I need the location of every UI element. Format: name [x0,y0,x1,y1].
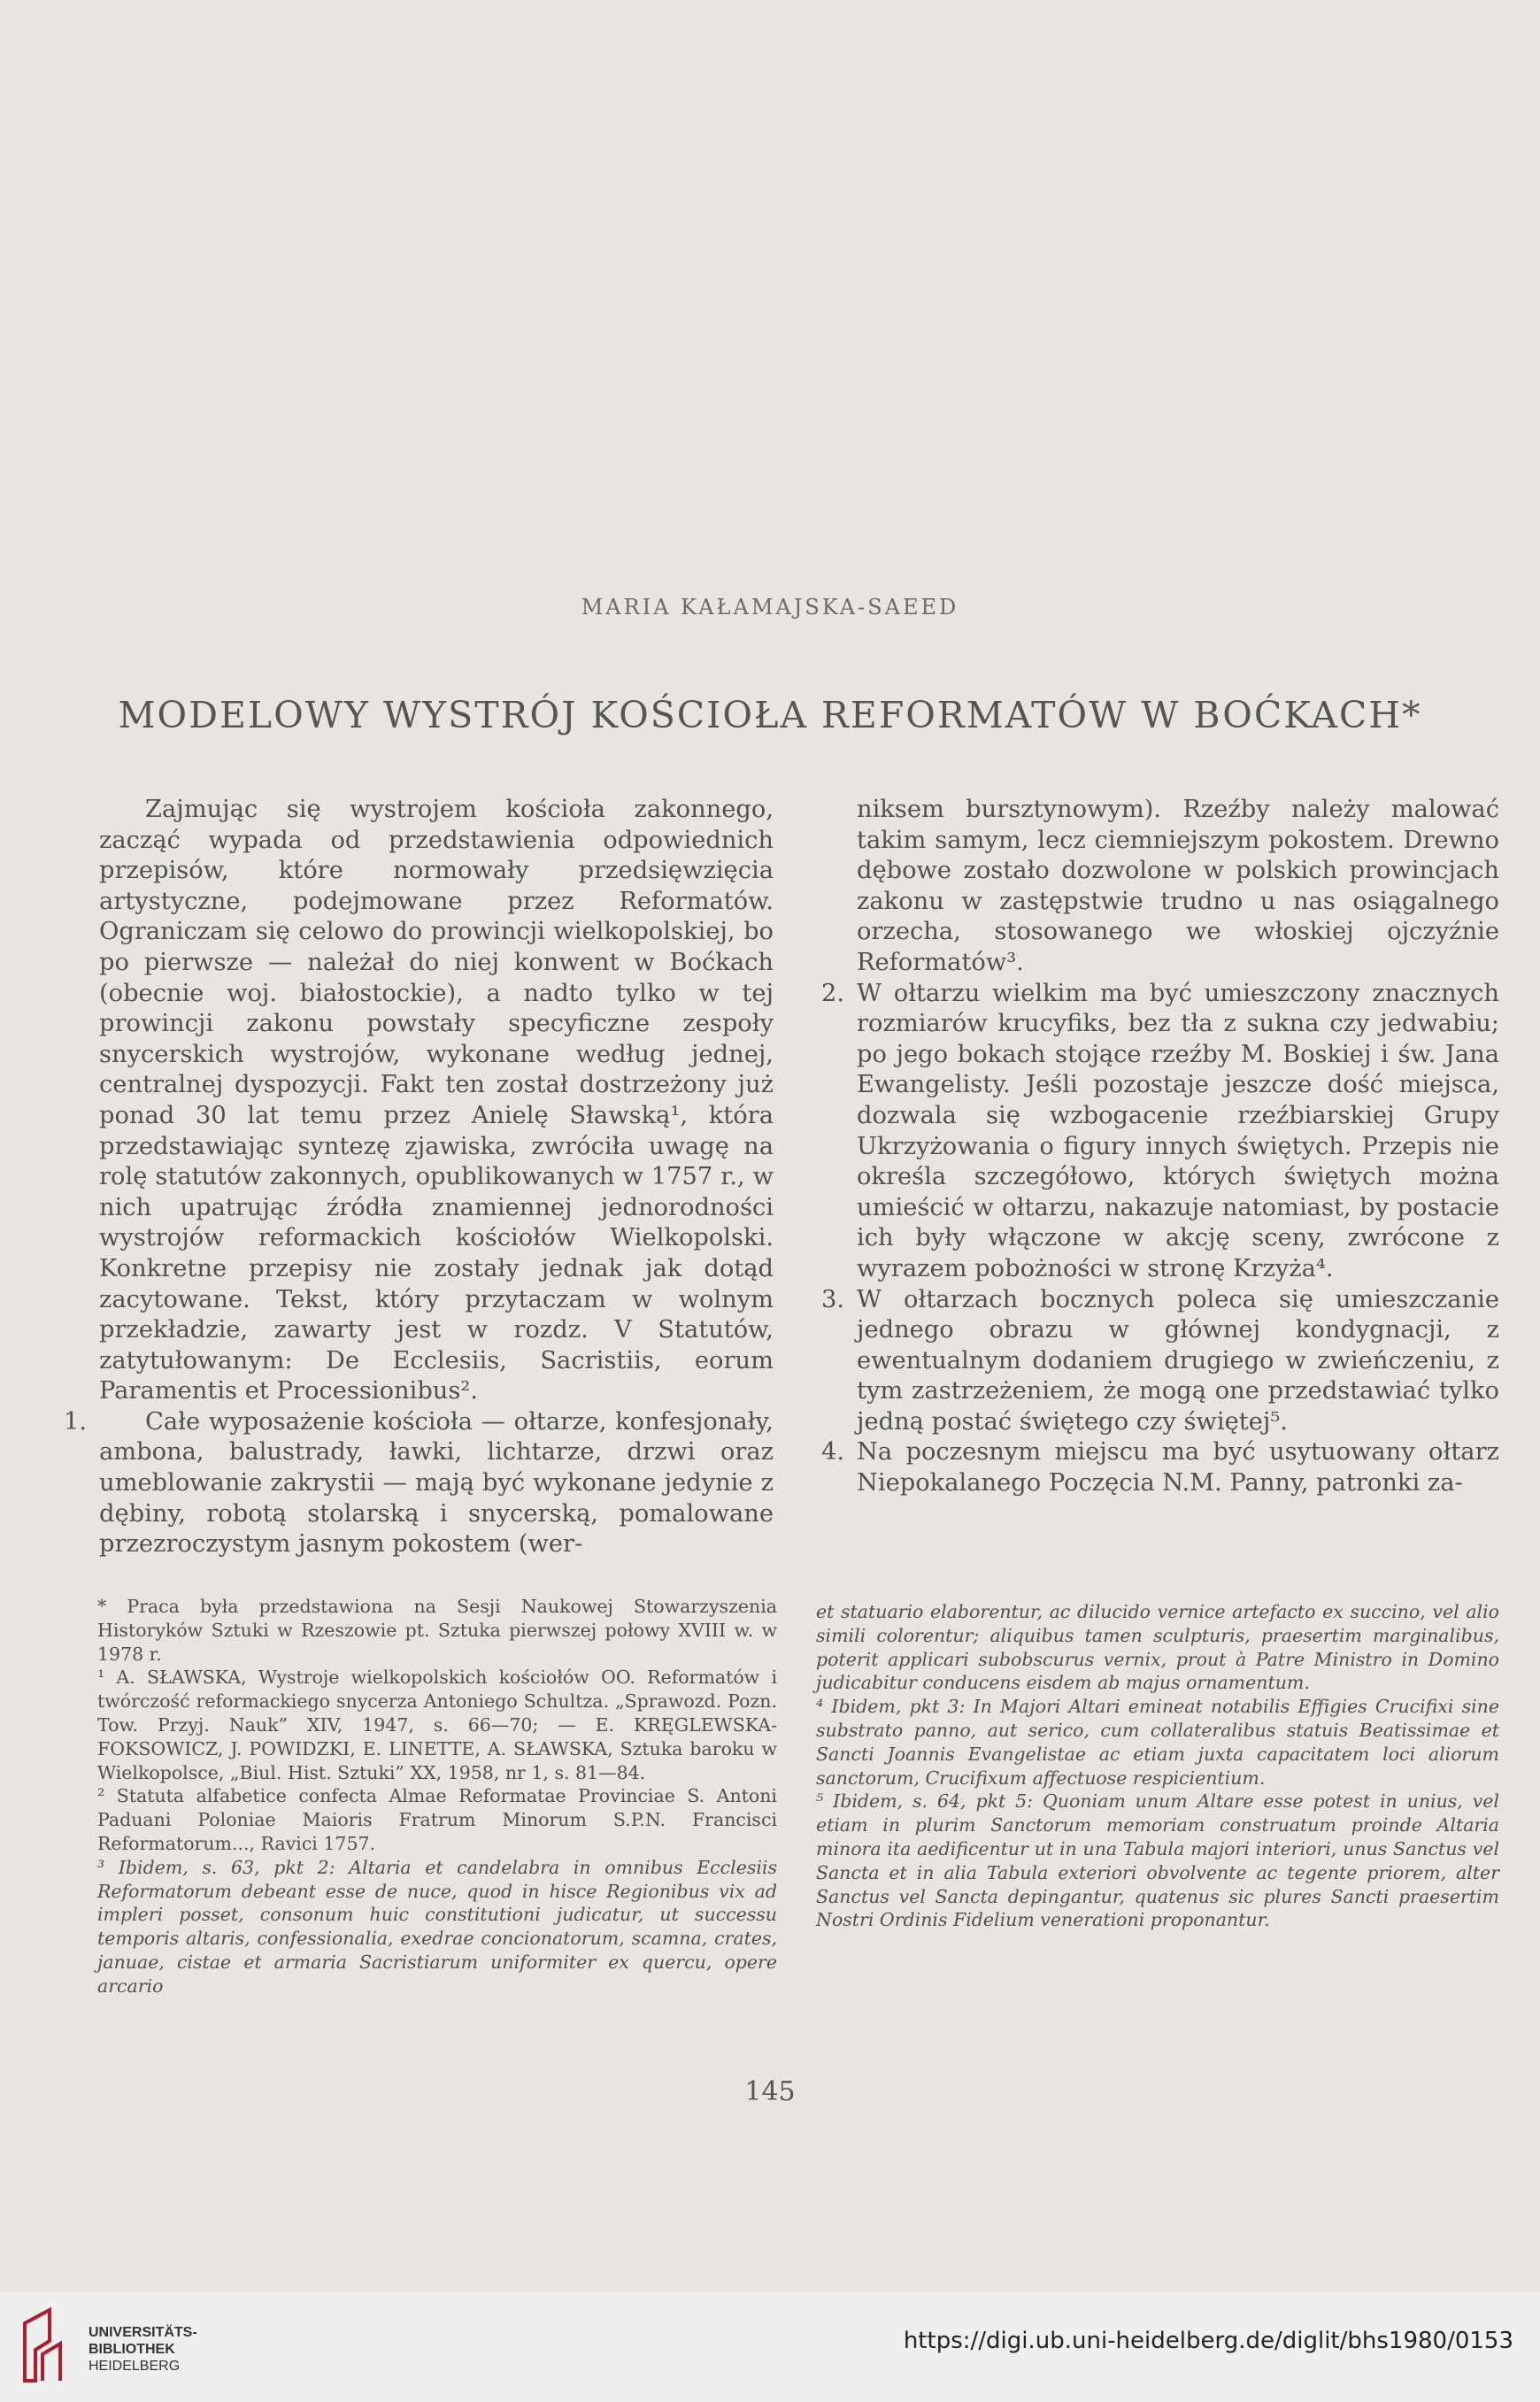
continued-paragraph: niksem bursztynowym). Rzeźby należy malować takim samym, lecz ciemniejszym pokostem. Drewno dębowe zostało dozwolone w polskich prowincjach zakonu w zastępstwie trudno u nas osiągalnego orzecha, stosowanego we włoskiej ojczyźnie Reformatów³. [857,796,1499,976]
list-item-3 [821,1285,1499,1438]
list-number: 3. [821,1285,845,1313]
list-number: 2. [821,979,845,1007]
list-item-text: W ołtarzach bocznych poleca się umieszczanie jednego obrazu w głównej kondygnacji, z ewentualnym dodaniem drugiego w zwieńczeniu, z tym zastrzeżeniem, że mogą one przedstawiać tylko jedną postać świętego czy świętej⁵. [857,1285,1499,1436]
list-item-1 [64,1407,774,1560]
list-number: 4. [821,1438,845,1467]
library-line-3: HEIDELBERG [89,2359,181,2374]
left-text-column [64,795,774,1560]
right-text-column [821,795,1499,1499]
left-footnotes [97,1595,777,1998]
author-name: MARIA KAŁAMAJSKA-SAEED [581,595,959,620]
footnote-5: ⁵ Ibidem, s. 64, pkt 5: Quoniam unum Altare esse potest in unius, vel etiam in plurim Sanctorum memoriam construatum proinde Altaria minora ita aedificentur ut in una Tabula majori interiori, unus Sanctus vel Sancta et in alia Tabula exteriori obvolvente ac tegente priorem, alter Sanctus vel Sancta depingantur, quatenus sic plures Sancti praesertim Nostri Ordinis Fidelium venerationi proponantur. [816,1790,1499,1931]
footnote-3-continued: et statuario elaborentur, ac dilucido vernice artefacto ex succino, vel alio simili colorentur; aliquibus tamen sculpturis, praesertim marginalibus, poterit applicari subobscurus vernix, prout à Patre Ministro in Domino judicabitur conducens eisdem ab majus ornamentum. [816,1601,1499,1694]
footnote-4: ⁴ Ibidem, pkt 3: In Majori Altari emineat notabilis Effigies Crucifixi sine substrato panno, aut serico, cum collateralibus statuis Beatissimae et Sancti Joannis Evangelistae ac etiam juxta capacitatem loci aliorum sanctorum, Crucifixum affectuose respicientium. [816,1696,1499,1789]
library-name [89,2324,197,2375]
library-line-1: UNIVERSITÄTS- [89,2325,197,2340]
footnote-2: ² Statuta alfabetice confecta Almae Reformatae Provinciae S. Antoni Paduani Poloniae Maioris Fratrum Minorum S.P.N. Francisci Reformatorum..., Ravici 1757. [97,1785,777,1854]
list-item-text: Całe wyposażenie kościoła — ołtarze, konfesjonały, ambona, balustrady, ławki, lichtarze, drzwi oraz umeblowanie zakrystii — mają być wykonane jedynie z dębiny, robotą stolarską i snycerską, pomalowane przezroczystym jasnym pokostem (wer- [99,1407,774,1559]
right-footnotes [816,1600,1499,1932]
list-item-text: W ołtarzu wielkim ma być umieszczony znacznych rozmiarów krucyfiks, bez tła z sukna czy jedwabiu; po jego bokach stojące rzeźby M. Boskiej i św. Jana Ewangelisty. Jeśli pozostaje jeszcze dość miejsca, dozwala się wzbogacenie rzeźbiarskiej Grupy Ukrzyżowania o figury innych świętych. Przepis nie określa szczegółowo, których świętych można umieścić w ołtarzu, nakazuje natomiast, by postacie ich były włączone w akcję sceny, zwrócone z wyrazem pobożności w stronę Krzyża⁴. [857,979,1499,1282]
article-title: MODELOWY WYSTRÓJ KOŚCIOŁA REFORMATÓW W BOĆKACH* [118,694,1422,736]
footnote-1: ¹ A. SŁAWSKA, Wystroje wielkopolskich kościołów OO. Reformatów i twórczość reformackiego snycerza Antoniego Schultza. „Sprawozd. Pozn. Tow. Przyj. Nauk” XIV, 1947, s. 66—70; — E. KRĘGLEWSKA-FOKSOWICZ, J. POWIDZKI, E. LINETTE, A. SŁAWSKA, Sztuka baroku w Wielkopolsce, „Biul. Hist. Sztuki” XX, 1958, nr 1, s. 81—84. [97,1667,777,1783]
library-logo-icon [16,2301,69,2390]
library-line-2: BIBLIOTHEK [89,2342,175,2357]
list-item-4 [821,1437,1499,1498]
footnote-3: ³ Ibidem, s. 63, pkt 2: Altaria et candelabra in omnibus Ecclesiis Reformatorum debeant esse de nuce, quod in hisce Regionibus vix ad impleri posset, consonum huic constitutioni judicatur, ut successu temporis altaris, confessionalia, exedrae concionatorum, scamna, crates, januae, cistae et armaria Sacristiarum uniformiter ex quercu, opere arcario [97,1856,777,1997]
document-url-link[interactable]: https://digi.ub.uni-heidelberg.de/diglit/bhs1980/0153 [903,2328,1513,2354]
footnote-star: * Praca była przedstawiona na Sesji Naukowej Stowarzyszenia Historyków Sztuki w Rzeszowie pt. Sztuka pierwszej połowy XVIII w. w 1978 r. [97,1596,777,1665]
list-item-2 [821,979,1499,1285]
page-number: 145 [744,2076,796,2107]
list-number: 1. [64,1407,88,1436]
intro-paragraph: Zajmując się wystrojem kościoła zakonnego, zacząć wypada od przedstawienia odpowiednich przepisów, które normowały przedsięwzięcia artystyczne, podejmowane przez Reformatów. Ograniczam się celowo do prowincji wielkopolskiej, bo po pierwsze — należał do niej konwent w Boćkach (obecnie woj. białostockie), a nadto tylko w tej prowincji zakonu powstały specyficzne zespoły snycerskich wystrojów, wykonane według jednej, centralnej dyspozycji. Fakt ten został dostrzeżony już ponad 30 lat temu przez Anielę Sławską¹, która przedstawiając syntezę zjawiska, zwróciła uwagę na rolę statutów zakonnych, opublikowanych w 1757 r., w nich upatrując źródła znamiennej jednorodności wystrojów reformackich kościołów Wielkopolski. Konkretne przepisy nie zostały jednak jak dotąd zacytowane. Tekst, który przytaczam w wolnym przekładzie, zawarty jest w rozdz. V Statutów, zatytułowanym: De Ecclesiis, Sacristiis, eorum Paramentis et Processionibus². [99,796,774,1405]
list-item-text: Na poczesnym miejscu ma być usytuowany ołtarz Niepokalanego Poczęcia N.M. Panny, patronki za- [857,1438,1499,1497]
